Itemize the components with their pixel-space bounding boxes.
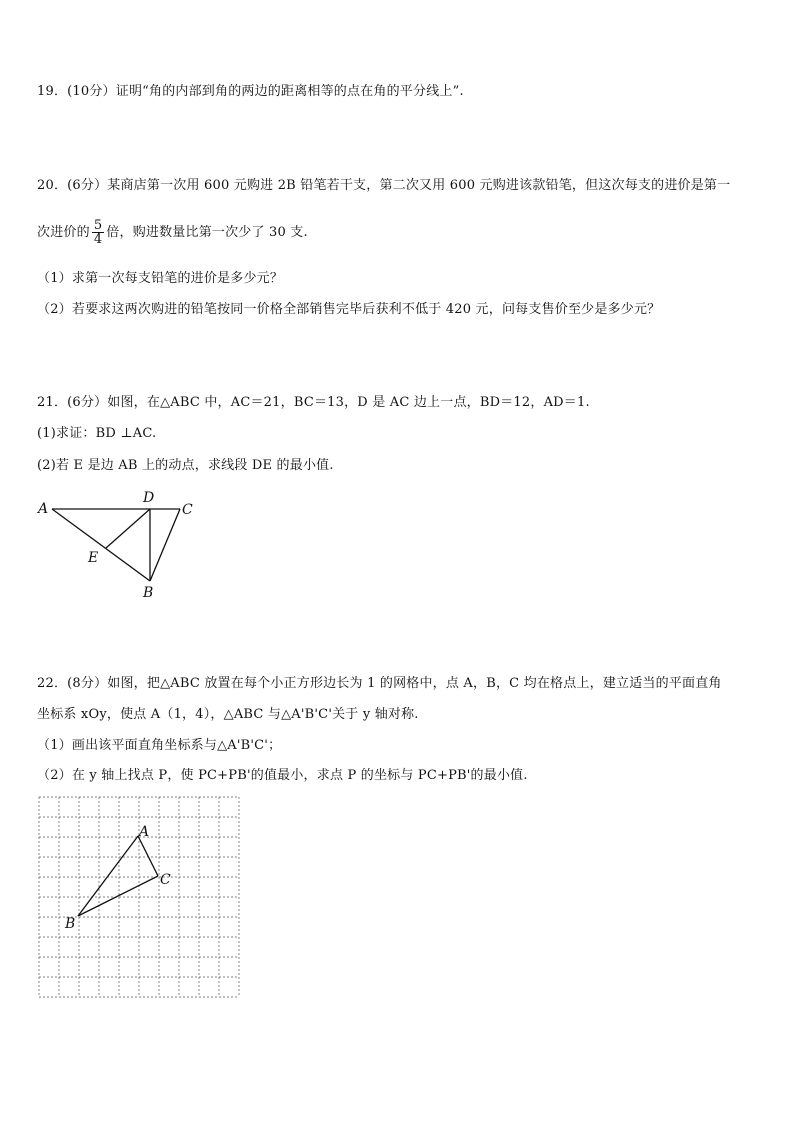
question-22-line-1: 22．(8分）如图，把△ABC 放置在每个小正方形边长为 1 的网格中，点 A，B，C 均在格点上，建立适当的平面直角 (37, 676, 722, 691)
question-20-line-2-post: 倍，购进数量比第一次少了 30 支. (106, 225, 308, 240)
question-21-part-2: (2)若 E 是边 AB 上的动点，求线段 DE 的最小值. (37, 458, 334, 473)
segment-bc (78, 876, 158, 916)
label-a: A (38, 501, 49, 517)
fraction-numerator: 5 (93, 218, 103, 233)
question-21-line-1: 21．(6分）如图，在△ABC 中，AC＝21，BC＝13，D 是 AC 边上一点，BD＝12，AD＝1. (37, 395, 590, 410)
question-21-part-1: (1)求证：BD ⊥AC. (37, 426, 157, 441)
label-c: C (160, 872, 171, 888)
figure-21-triangle (30, 485, 210, 605)
label-b: B (65, 916, 76, 932)
label-b: B (143, 585, 154, 601)
segment-ab (52, 509, 150, 581)
label-e: E (88, 550, 99, 566)
label-c: C (182, 502, 193, 518)
fraction-denominator: 4 (93, 232, 103, 247)
question-19: 19．(10分）证明“角的内部到角的两边的距离相等的点在角的平分线上”. (37, 84, 464, 99)
question-22-line-2: 坐标系 xOy，使点 A（1，4），△ABC 与△A'B'C'关于 y 轴对称. (37, 707, 419, 722)
question-20-line-1: 20．(6分）某商店第一次用 600 元购进 2B 铅笔若干支，第二次又用 600 元购进该款铅笔，但这次每支的进价是第一 (37, 178, 731, 193)
question-20-line-2-pre: 次进价的 (37, 225, 90, 240)
figure-22-grid (38, 796, 242, 1000)
question-22-part-2: （2）在 y 轴上找点 P，使 PC+PB'的值最小，求点 P 的坐标与 PC+PB'的最小值. (37, 768, 528, 783)
question-20-line-2 (37, 214, 308, 252)
question-22-part-1: （1）画出该平面直角坐标系与△A'B'C'； (37, 738, 282, 753)
segment-bc (150, 509, 180, 581)
segment-ac (138, 836, 158, 876)
label-a: A (139, 824, 150, 840)
segment-de (106, 509, 150, 548)
segment-ab (78, 836, 138, 916)
question-20-part-1: （1）求第一次每支铅笔的进价是多少元？ (37, 271, 284, 286)
question-20-part-2: （2）若要求这两次购进的铅笔按同一价格全部销售完毕后获利不低于 420 元，问每支售价至少是多少元？ (37, 302, 661, 317)
fraction-5-4 (92, 219, 104, 246)
label-d: D (143, 490, 155, 506)
